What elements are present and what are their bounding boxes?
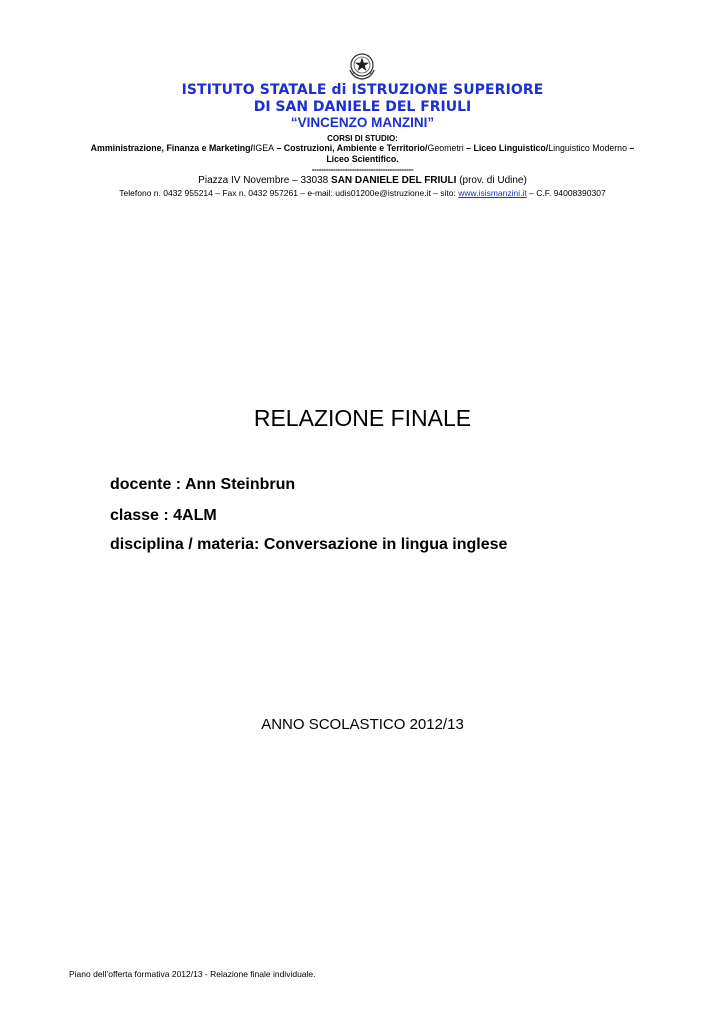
school-title-line1: ISTITUTO STATALE di ISTRUZIONE SUPERIORE [181,82,544,98]
teacher-field: docente : Ann Steinbrun [110,476,296,493]
separator: ------------------------------------------- [311,165,414,174]
contacts-text: Telefono n. 0432 955214 – Fax n. 0432 957261 – e-mail: udis01200e@istruzione.it – sito: [119,188,459,198]
address-city: SAN DANIELE DEL FRIULI [331,175,457,186]
school-year: ANNO SCOLASTICO 2012/13 [261,716,464,733]
italian-republic-emblem-icon [346,50,378,82]
contacts [0,188,725,198]
subject-field: disciplina / materia: Conversazione in lingua inglese [110,536,508,553]
school-title-line2: DI SAN DANIELE DEL FRIULI [253,99,472,115]
course-cat-old: Geometri [427,143,464,153]
course-afm: Amministrazione, Finanza e Marketing/ [90,143,253,153]
courses-label: CORSI DI STUDIO: [327,134,398,143]
school-name: “VINCENZO MANZINI” [290,115,435,130]
document-title: RELAZIONE FINALE [253,405,472,431]
fiscal-code: – C.F. 94008390307 [526,188,606,198]
course-linguistico: – Liceo Linguistico/ [463,143,549,153]
courses-list [80,143,645,165]
course-linguistico-old: Linguistico Moderno [548,143,627,153]
class-field: classe : 4ALM [110,507,217,524]
website-link[interactable]: www.isismanzini.it [458,188,527,198]
address [0,175,725,186]
course-scientifico: – Liceo Scientifico. [326,143,635,164]
page-footer: Piano dell’offerta formativa 2012/13 - Relazione finale individuale. [69,969,316,979]
address-street: Piazza IV Novembre – 33038 [198,175,332,186]
course-afm-old: IGEA [252,143,274,153]
address-province: (prov. di Udine) [456,175,527,186]
course-cat: – Costruzioni, Ambiente e Territorio/ [274,143,428,153]
